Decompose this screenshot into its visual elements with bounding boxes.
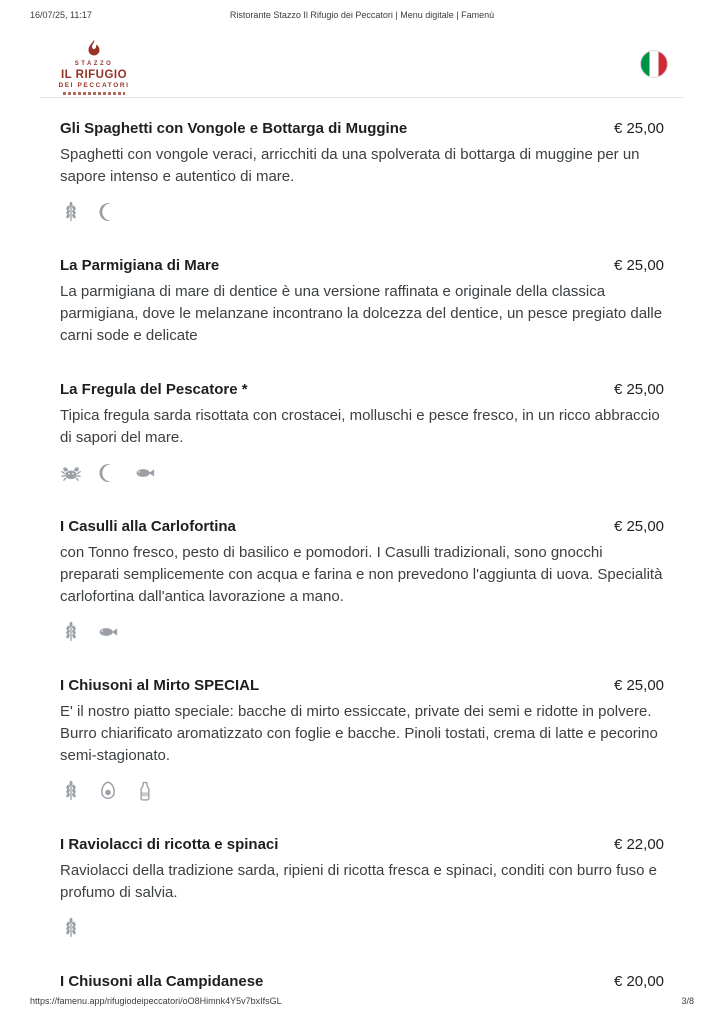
dish-title: I Raviolacci di ricotta e spinaci — [60, 836, 279, 853]
fish-icon — [97, 621, 119, 643]
milk-icon — [134, 780, 156, 802]
molluscs-icon — [97, 201, 119, 223]
header-divider — [40, 97, 684, 98]
dish-header-row — [60, 836, 664, 853]
dish-description: Tipica fregula sarda risottata con crostacei, molluschi e pesce fresco, in un ricco abbraccio di sapori del mare. — [60, 407, 660, 446]
menu-list — [0, 120, 724, 990]
allergen-icons — [60, 621, 664, 643]
dish-price: € 25,00 — [613, 518, 664, 535]
dish-price: € 25,00 — [613, 381, 664, 398]
menu-item — [60, 836, 664, 939]
italian-flag-icon[interactable] — [640, 50, 668, 78]
crustaceans-icon — [60, 462, 82, 484]
allergen-icons — [60, 462, 664, 484]
gluten-icon — [60, 780, 82, 802]
flame-logo-icon — [83, 38, 105, 60]
allergen-icons — [60, 201, 664, 223]
dish-title: La Fregula del Pescatore * — [60, 381, 248, 398]
dish-description: Raviolacci della tradizione sarda, ripieni di ricotta fresca e spinaci, conditi con burro fuso e profumo di salvia. — [60, 862, 657, 901]
menu-item — [60, 973, 664, 990]
dish-price: € 20,00 — [613, 973, 664, 990]
site-header — [0, 0, 724, 97]
dish-header-row — [60, 677, 664, 694]
gluten-icon — [60, 917, 82, 939]
menu-item — [60, 257, 664, 347]
dish-title: I Chiusoni al Mirto SPECIAL — [60, 677, 260, 694]
dish-title: I Casulli alla Carlofortina — [60, 518, 236, 535]
dish-price: € 25,00 — [613, 120, 664, 137]
dish-description: La parmigiana di mare di dentice è una versione raffinata e originale della classica parmigiana, dove le melanzane incontrano la dolcezza del dentice, un pesce pregiato dalle carni sode e delicate — [60, 283, 663, 344]
fish-icon — [134, 462, 156, 484]
dish-description: E' il nostro piatto speciale: bacche di mirto essiccate, private dei semi e ridotte in polvere. Burro chiarificato aromatizzato con foglie e bacche. Pinoli tostati, crema di latte e pecorino semi-stagionato. — [60, 703, 658, 764]
dish-header-row — [60, 381, 664, 398]
eggs-icon — [97, 780, 119, 802]
print-footer — [0, 996, 724, 1008]
print-url: https://famenu.app/rifugiodeipeccatori/oO8Himnk4Y5v7bxIfsGL — [30, 996, 282, 1006]
print-datetime: 16/07/25, 11:17 — [30, 10, 92, 20]
dish-price: € 25,00 — [613, 677, 664, 694]
dish-header-row — [60, 973, 664, 990]
dish-description: con Tonno fresco, pesto di basilico e pomodori. I Casulli tradizionali, sono gnocchi preparati semplicemente con acqua e farina e non prevedono l'aggiunta di uova. Specialità carlofortina dall'antica lavorazione a mano. — [60, 544, 663, 605]
molluscs-icon — [97, 462, 119, 484]
restaurant-logo — [56, 38, 132, 95]
gluten-icon — [60, 621, 82, 643]
allergen-icons — [60, 780, 664, 802]
dish-header-row — [60, 120, 664, 137]
dish-price: € 25,00 — [613, 257, 664, 274]
gluten-icon — [60, 201, 82, 223]
dish-description: Spaghetti con vongole veraci, arricchiti da una spolverata di bottarga di muggine per un sapore intenso e autentico di mare. — [60, 146, 640, 185]
menu-item — [60, 381, 664, 484]
dish-price: € 22,00 — [613, 836, 664, 853]
menu-item — [60, 120, 664, 223]
dish-header-row — [60, 518, 664, 535]
dish-title: Gli Spaghetti con Vongole e Bottarga di Muggine — [60, 120, 408, 137]
print-page-number: 3/8 — [681, 996, 694, 1006]
logo-tagline-decoration — [63, 92, 125, 95]
allergen-icons — [60, 917, 664, 939]
dish-header-row — [60, 257, 664, 274]
menu-item — [60, 677, 664, 802]
dish-title: La Parmigiana di Mare — [60, 257, 220, 274]
logo-brand-top: STAZZO — [74, 61, 114, 67]
print-page-title: Ristorante Stazzo Il Rifugio dei Peccatori | Menu digitale | Famenù — [229, 10, 495, 20]
logo-brand-main: IL RIFUGIO — [60, 68, 128, 81]
logo-brand-sub: DEI PECCATORI — [58, 82, 130, 90]
dish-title: I Chiusoni alla Campidanese — [60, 973, 264, 990]
menu-item — [60, 518, 664, 643]
